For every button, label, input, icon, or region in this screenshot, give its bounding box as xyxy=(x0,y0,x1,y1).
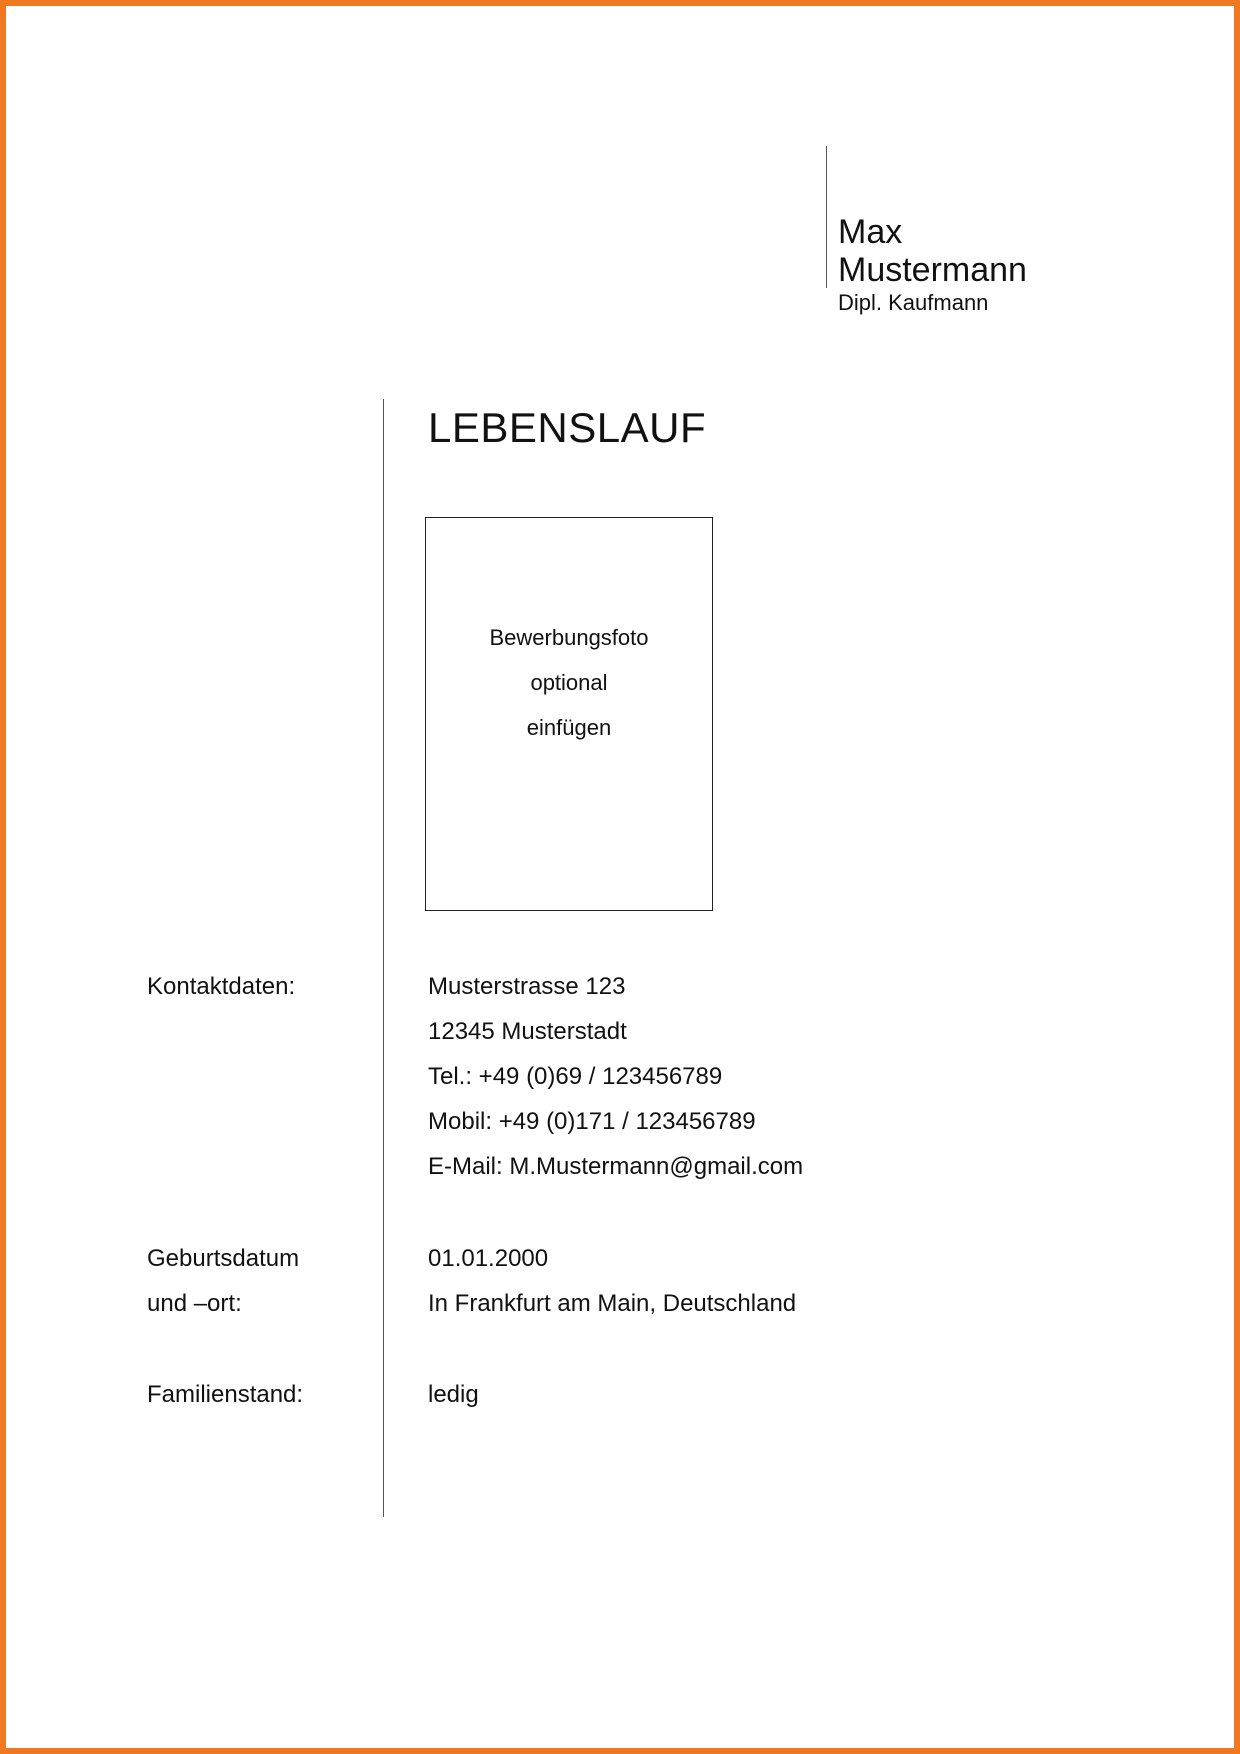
photo-text-line-3: einfügen xyxy=(526,715,612,740)
birth-label-line-1: Geburtsdatum xyxy=(147,1245,300,1272)
birth-place: In Frankfurt am Main, Deutschland xyxy=(428,1290,797,1317)
contact-street: Musterstrasse 123 xyxy=(428,973,626,1000)
photo-placeholder[interactable] xyxy=(425,517,713,911)
family-status-label: Familienstand: xyxy=(147,1381,304,1408)
first-name: Max xyxy=(838,213,903,251)
contact-city: 12345 Musterstadt xyxy=(428,1018,627,1045)
last-name: Mustermann xyxy=(838,251,1027,289)
family-status-value: ledig xyxy=(428,1381,479,1408)
header-divider xyxy=(826,146,827,288)
photo-text-line-1: Bewerbungsfoto xyxy=(489,625,649,650)
birth-date: 01.01.2000 xyxy=(428,1245,549,1272)
contact-email: E-Mail: M.Mustermann@gmail.com xyxy=(428,1153,804,1180)
name-block xyxy=(838,213,1027,317)
contact-label: Kontaktdaten: xyxy=(147,973,296,1000)
contact-phone: Tel.: +49 (0)69 / 123456789 xyxy=(428,1063,723,1090)
contact-details xyxy=(428,964,803,1189)
photo-text-line-2: optional xyxy=(530,670,608,695)
professional-title: Dipl. Kaufmann xyxy=(838,290,989,315)
contact-mobile: Mobil: +49 (0)171 / 123456789 xyxy=(428,1108,756,1135)
birth-label-line-2: und –ort: xyxy=(147,1290,242,1317)
photo-placeholder-text xyxy=(426,615,712,750)
birth-details xyxy=(428,1236,796,1326)
birth-label xyxy=(147,1236,299,1326)
main-divider xyxy=(383,399,384,1517)
document-title: LEBENSLAUF xyxy=(428,404,707,451)
